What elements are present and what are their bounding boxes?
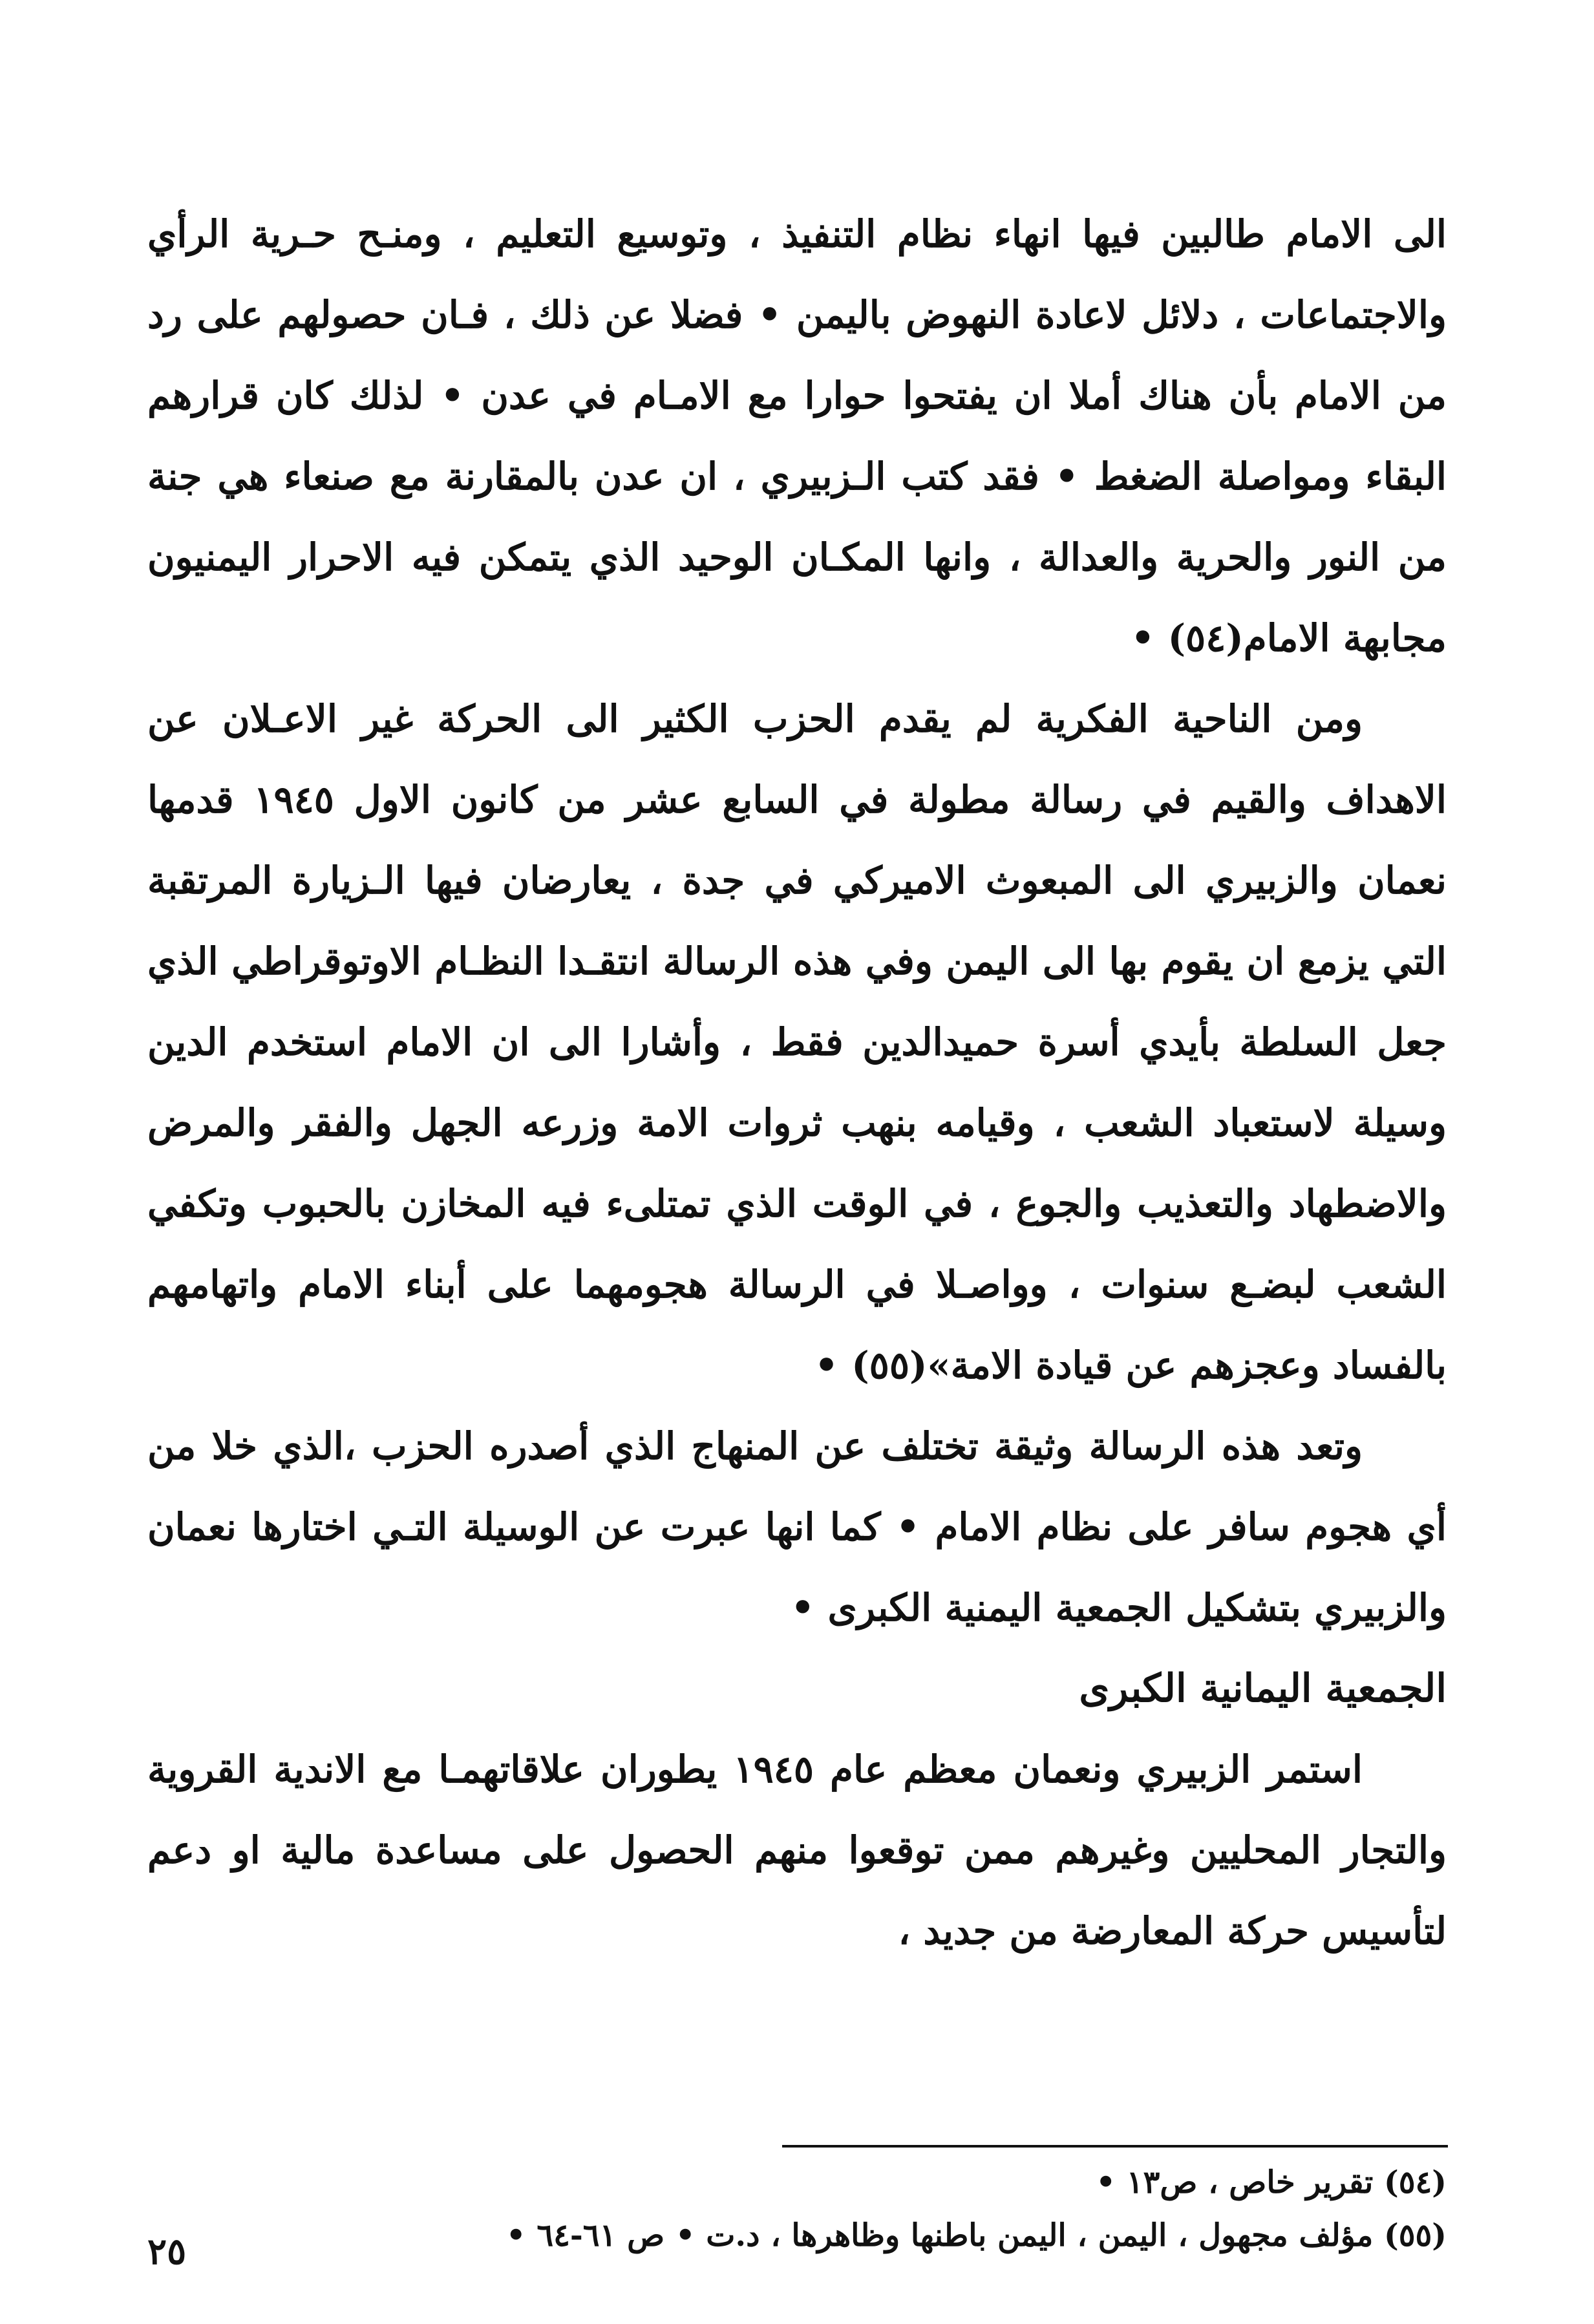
footnote-54: (٥٤) تقرير خاص ، ص١٣ •: [1096, 2164, 1447, 2201]
paragraph-2: ومن الناحية الفكرية لم يقدم الحزب الكثير الى الحركة غير الاعـلان عن الاهداف والقيم في رسالة مطولة في السابع عشر من كانون الاول ١٩٤٥ قدمها نعمان والزبيري الى المبعوث الاميركي في جدة ، يعارضان فيها الـزيارة المرتقبة التي يزمع ان يقوم بها الى اليمن وفي هذه الرسالة انتقـدا النظـام الاوتوقراطي الذي جعل السلطة بأيدي أسرة حميدالدين فقط ، وأشارا الى ان الامام استخدم الدين وسيلة لاستعباد الشعب ، وقيامه بنهب ثروات الامة وزرعه الجهل والفقر والمرض والاضطهاد والتعذيب والجوع ، في الوقت الذي تمتلىء فيه المخازن بالحبوب وتكفي الشعب لبضـع سنوات ، وواصـلا في الرسالة هجومهما على أبناء الامام واتهامهم بالفساد وعجزهم عن قيادة الامة»(٥٥) •: [147, 697, 1447, 1387]
section-heading: الجمعية اليمانية الكبرى: [1079, 1666, 1447, 1711]
paragraph-3: وتعد هذه الرسالة وثيقة تختلف عن المنهاج الذي أصدره الحزب ،الذي خلا من أي هجوم سافر على نظام الامام • كما انها عبرت عن الوسيلة التـي اختارها نعمان والزبيري بتشكيل الجمعية اليمنية الكبرى •: [147, 1424, 1447, 1630]
body-text: [147, 194, 1447, 1972]
footnotes: [147, 2156, 1447, 2262]
footnote-55: (٥٥) مؤلف مجهول ، اليمن ، اليمن باطنها وظاهرها ، د.ت • ص ٦١-٦٤ •: [505, 2217, 1447, 2254]
paragraph-4: استمر الزبيري ونعمان معظم عام ١٩٤٥ يطوران علاقاتهمـا مع الاندية القروية والتجار المحليين وغيرهم ممن توقعوا منهم الحصول على مساعدة مالية او دعم لتأسيس حركة المعارضة من جديد ،: [147, 1747, 1447, 1953]
page-number: ٢٥: [147, 2230, 187, 2273]
footnote-divider: [782, 2145, 1448, 2148]
paragraph-1: الى الامام طالبين فيها انهاء نظام التنفيذ ، وتوسيع التعليم ، ومنـح حـرية الرأي والاجتماعات ، دلائل لاعادة النهوض باليمن • فضلا عن ذلك ، فـان حصولهم على رد من الامام بأن هناك أملا ان يفتحوا حوارا مع الامـام في عدن • لذلك كان قرارهم البقاء ومواصلة الضغط • فقد كتب الـزبيري ، ان عدن بالمقارنة مع صنعاء هي جنة من النور والحرية والعدالة ، وانها المكـان الوحيد الذي يتمكن فيه الاحرار اليمنيون مجابهة الامام(٥٤) •: [147, 212, 1447, 660]
